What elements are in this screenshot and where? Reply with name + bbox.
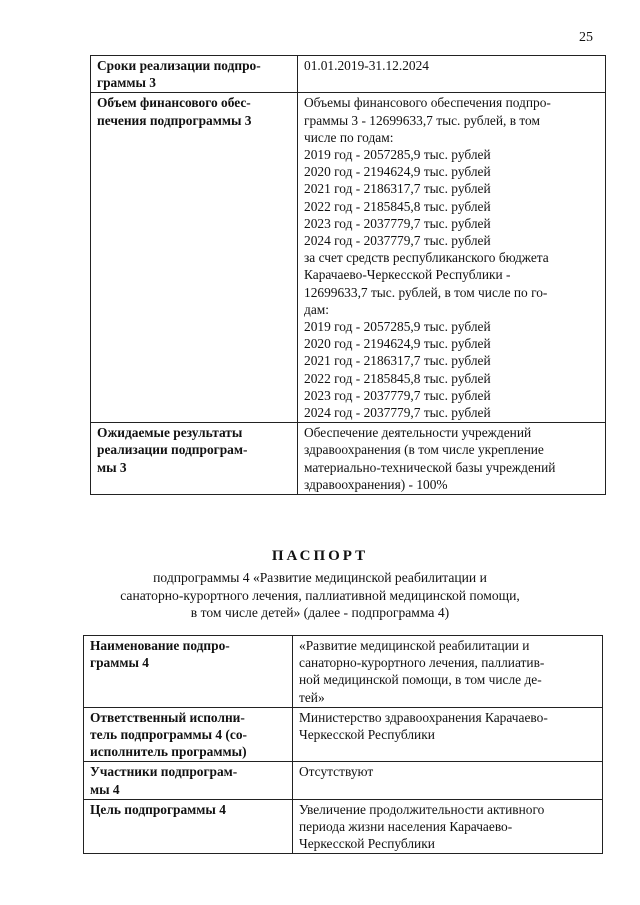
row-value-subprogram-name: «Развитие медицинской реабилитации и санаторно-курортного лечения, паллиатив- ной медицинской помощи, в том числе де- тей» <box>293 636 603 708</box>
row-label-financing-volume: Объем финансового обес- печения подпрограммы 3 <box>91 93 298 423</box>
table-row <box>84 762 603 799</box>
page-number: 25 <box>579 30 593 45</box>
table-row <box>84 707 603 762</box>
passport-heading: ПАСПОРТ <box>271 548 369 564</box>
row-label-participants: Участники подпрограм- мы 4 <box>84 762 293 799</box>
row-label-implementation-period: Сроки реализации подпро- граммы 3 <box>91 56 298 93</box>
row-label-expected-results: Ожидаемые результаты реализации подпрограм- мы 3 <box>91 423 298 495</box>
table-row <box>84 636 603 708</box>
table-row <box>91 423 606 495</box>
subprogram-3-passport-table <box>90 55 606 495</box>
row-value-goal: Увеличение продолжительности активного периода жизни населения Карачаево- Черкесской Республики <box>293 799 603 854</box>
row-label-responsible-executor: Ответственный исполни- тель подпрограммы 4 (со- исполнитель программы) <box>84 707 293 762</box>
table-row <box>91 56 606 93</box>
subprogram-4-passport-table <box>83 635 603 854</box>
row-value-financing-volume: Объемы финансового обеспечения подпро- граммы 3 - 12699633,7 тыс. рублей, в том числе по годам: 2019 год - 2057285,9 тыс. рублей 2020 год - 2194624,9 тыс. рублей 2021 год - 2186317,7 тыс. рублей 2022 год - 2185845,8 тыс. рублей 2023 год - 2037779,7 тыс. рублей 2024 год - 2037779,7 тыс. рублей за счет средств республиканского бюджета Карачаево-Черкесской Республики - 12699633,7 тыс. рублей, в том числе по го- дам: 2019 год - 2057285,9 тыс. рублей 2020 год - 2194624,9 тыс. рублей 2021 год - 2186317,7 тыс. рублей 2022 год - 2185845,8 тыс. рублей 2023 год - 2037779,7 тыс. рублей 2024 год - 2037779,7 тыс. рублей <box>298 93 606 423</box>
row-value-participants: Отсутствуют <box>293 762 603 799</box>
table-row <box>84 799 603 854</box>
passport-subtitle: подпрограммы 4 «Развитие медицинской реабилитации и санаторно-курортного лечения, паллиативной медицинской помощи, в том числе детей» (далее - подпрограмма 4) <box>120 570 520 620</box>
row-value-implementation-period: 01.01.2019-31.12.2024 <box>298 56 606 93</box>
row-value-expected-results: Обеспечение деятельности учреждений здравоохранения (в том числе укрепление материально-технической базы учреждений здравоохранения) - 100% <box>298 423 606 495</box>
row-label-subprogram-name: Наименование подпро- граммы 4 <box>84 636 293 708</box>
row-value-responsible-executor: Министерство здравоохранения Карачаево- Черкесской Республики <box>293 707 603 762</box>
row-label-goal: Цель подпрограммы 4 <box>84 799 293 854</box>
table-row <box>91 93 606 423</box>
